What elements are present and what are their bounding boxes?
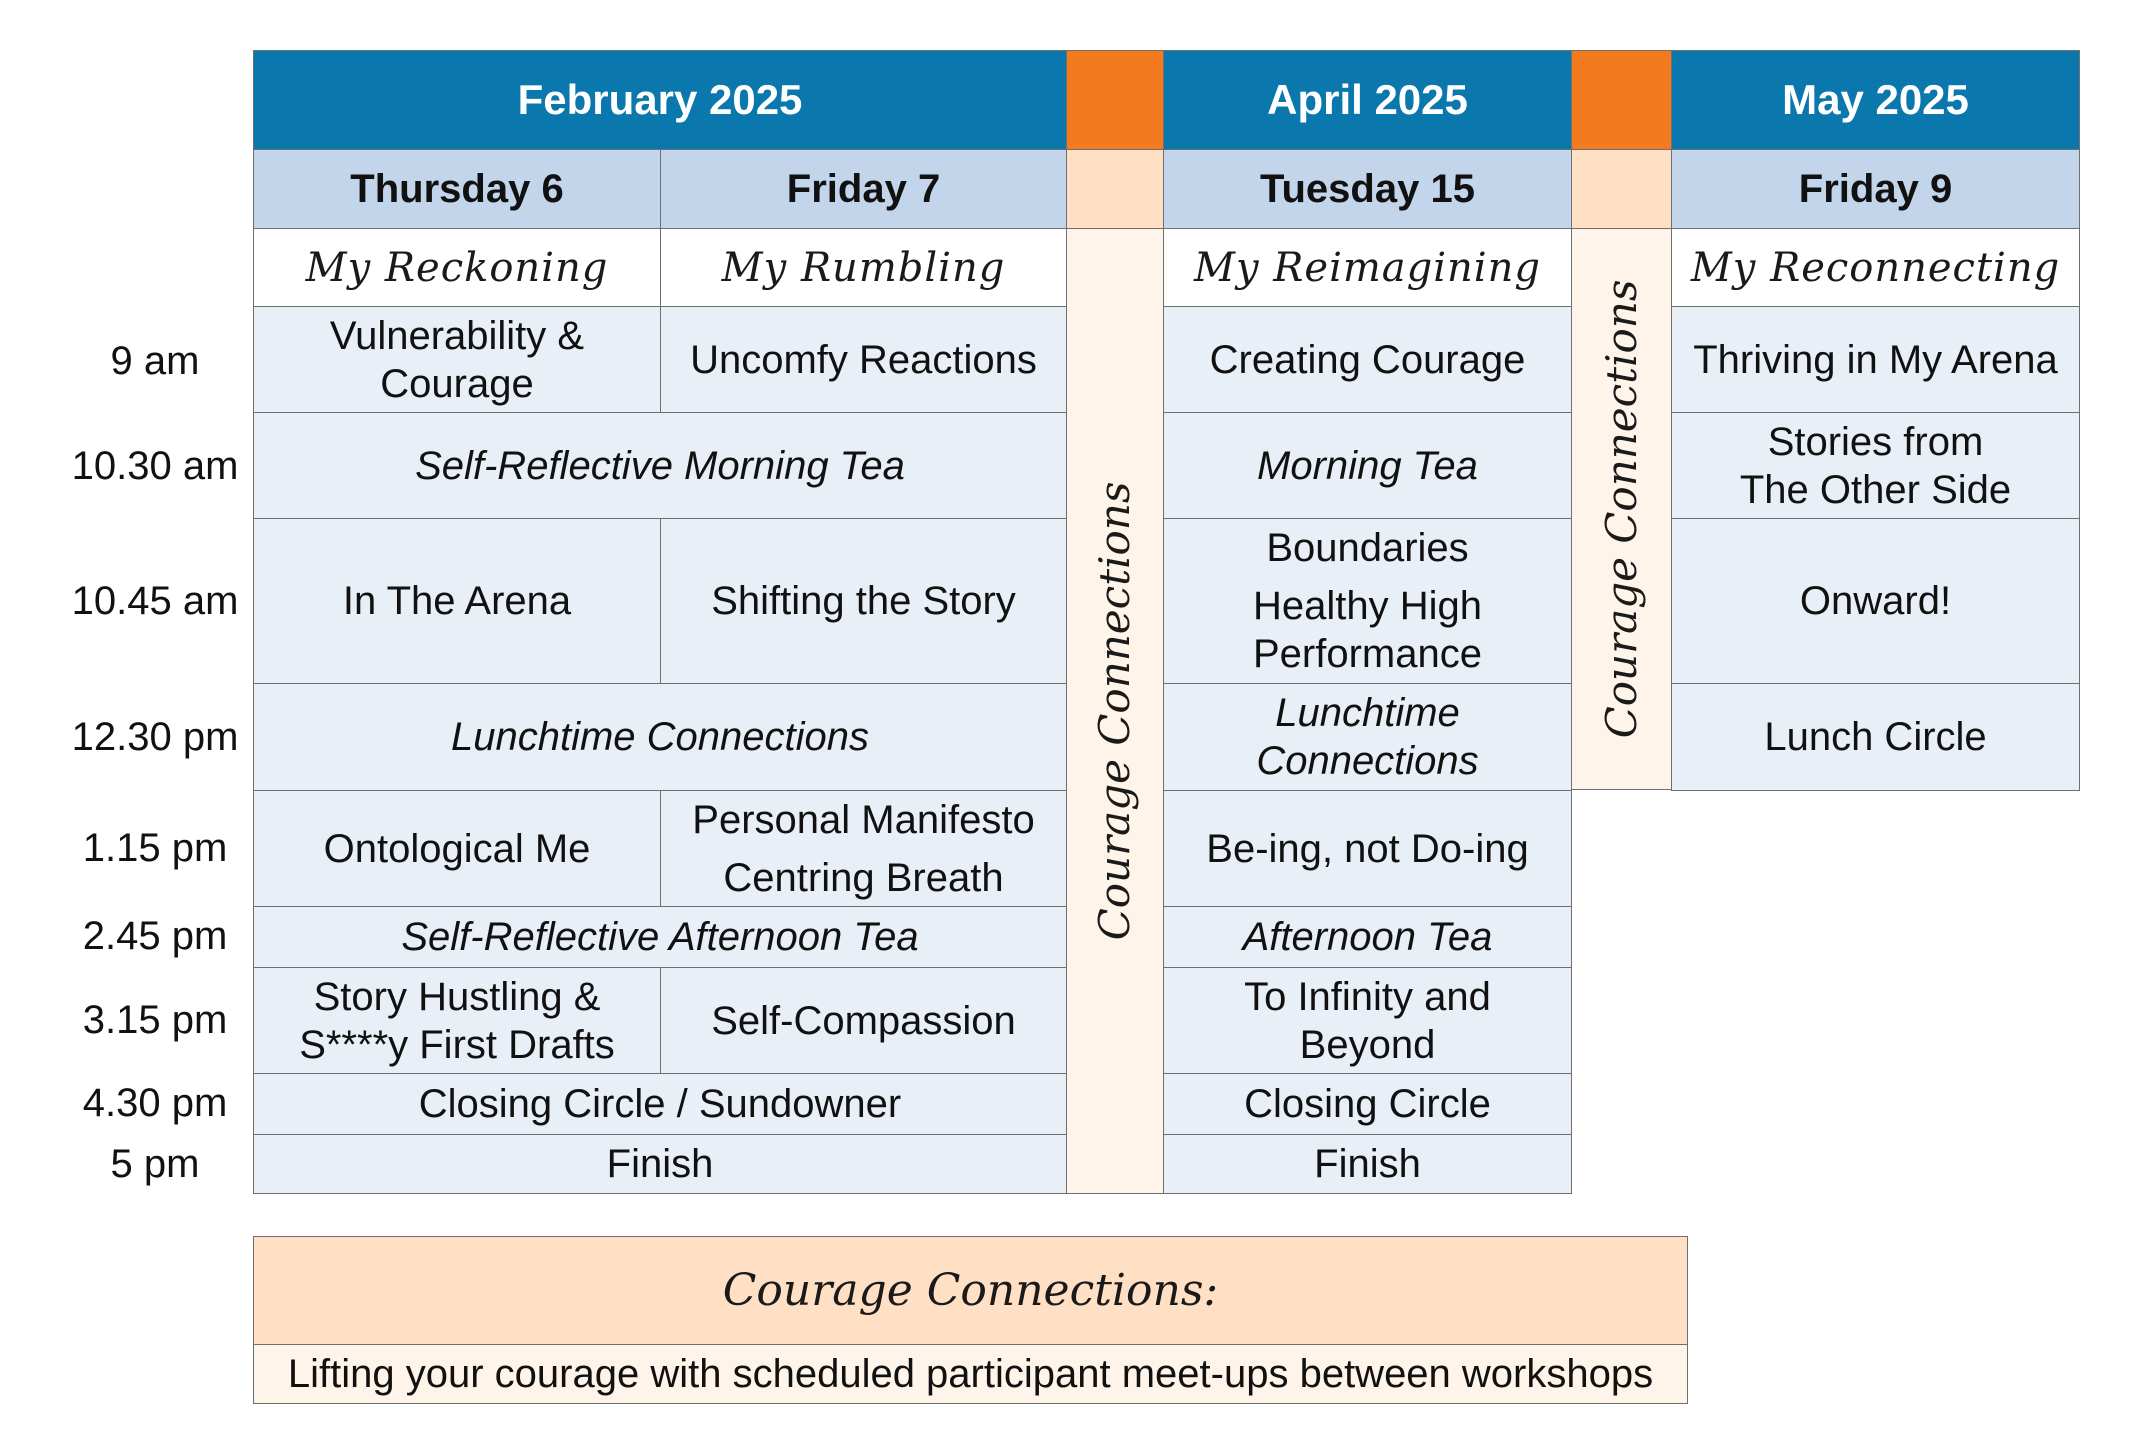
day-header-friday-7: Friday 7 (660, 149, 1067, 229)
theme-my-rumbling: My Rumbling (660, 228, 1067, 307)
theme-my-reckoning: My Reckoning (253, 228, 661, 307)
courage-connections-vertical-label: Courage Connections (1596, 279, 1646, 739)
time-315pm: 3.15 pm (82, 998, 228, 1042)
day-header-friday-9: Friday 9 (1671, 149, 2080, 229)
session-closing-circle: Closing Circle (1163, 1073, 1572, 1135)
legend-description: Lifting your courage with scheduled participant meet-ups between workshops (287, 1352, 1654, 1396)
session-creating-courage: Creating Courage (1163, 306, 1572, 413)
month-header-may: May 2025 (1671, 50, 2080, 150)
session-lunchtime-connections-apr: Lunchtime Connections (1163, 683, 1572, 791)
legend-title-box (253, 1236, 1688, 1345)
time-430pm: 4.30 pm (82, 1081, 228, 1125)
session-onward: Onward! (1671, 518, 2080, 684)
courage-connections-column-2 (1571, 228, 1672, 790)
session-lunch-circle: Lunch Circle (1671, 683, 2080, 791)
theme-my-reconnecting: My Reconnecting (1671, 228, 2080, 307)
session-lunchtime-connections: Lunchtime Connections (253, 683, 1067, 791)
courage-connections-column-1 (1066, 228, 1164, 1194)
day-divider-peach-1 (1066, 149, 1164, 229)
session-story-hustling: Story Hustling & S****y First Drafts (253, 967, 661, 1074)
session-personal-manifesto-centring-breath: Personal Manifesto Centring Breath (660, 790, 1067, 907)
session-morning-tea: Morning Tea (1163, 412, 1572, 519)
time-1045am: 10.45 am (71, 579, 239, 623)
day-header-thursday-6: Thursday 6 (253, 149, 661, 229)
session-boundaries-healthy-high-performance: Boundaries Healthy High Performance (1163, 518, 1572, 684)
session-finish-apr: Finish (1163, 1134, 1572, 1194)
day-header-tuesday-15: Tuesday 15 (1163, 149, 1572, 229)
session-finish-feb: Finish (253, 1134, 1067, 1194)
time-5pm: 5 pm (110, 1142, 200, 1186)
month-divider-orange-2 (1571, 50, 1672, 150)
time-115pm: 1.15 pm (82, 826, 228, 870)
day-divider-peach-2 (1571, 149, 1672, 229)
session-shifting-the-story: Shifting the Story (660, 518, 1067, 684)
session-be-ing-not-do-ing: Be-ing, not Do-ing (1163, 790, 1572, 907)
session-to-infinity-and-beyond: To Infinity and Beyond (1163, 967, 1572, 1074)
month-header-february: February 2025 (253, 50, 1067, 150)
session-ontological-me: Ontological Me (253, 790, 661, 907)
session-closing-circle-sundowner: Closing Circle / Sundowner (253, 1073, 1067, 1135)
month-header-april: April 2025 (1163, 50, 1572, 150)
month-divider-orange-1 (1066, 50, 1164, 150)
legend-title: Courage Connections: (722, 1264, 1219, 1316)
time-1230pm: 12.30 pm (71, 715, 239, 759)
session-thriving-in-my-arena: Thriving in My Arena (1671, 306, 2080, 413)
theme-my-reimagining: My Reimagining (1163, 228, 1572, 307)
session-afternoon-tea: Afternoon Tea (1163, 906, 1572, 968)
session-vulnerability-courage: Vulnerability & Courage (253, 306, 661, 413)
session-self-reflective-morning-tea: Self-Reflective Morning Tea (253, 412, 1067, 519)
legend-description-box (253, 1344, 1688, 1404)
session-stories-from-the-other-side: Stories from The Other Side (1671, 412, 2080, 519)
time-1030am: 10.30 am (71, 444, 239, 488)
session-self-reflective-afternoon-tea: Self-Reflective Afternoon Tea (253, 906, 1067, 968)
session-self-compassion: Self-Compassion (660, 967, 1067, 1074)
time-245pm: 2.45 pm (82, 914, 228, 958)
time-9am: 9 am (110, 339, 200, 383)
courage-connections-vertical-label: Courage Connections (1090, 481, 1139, 941)
session-uncomfy-reactions: Uncomfy Reactions (660, 306, 1067, 413)
session-in-the-arena: In The Arena (253, 518, 661, 684)
